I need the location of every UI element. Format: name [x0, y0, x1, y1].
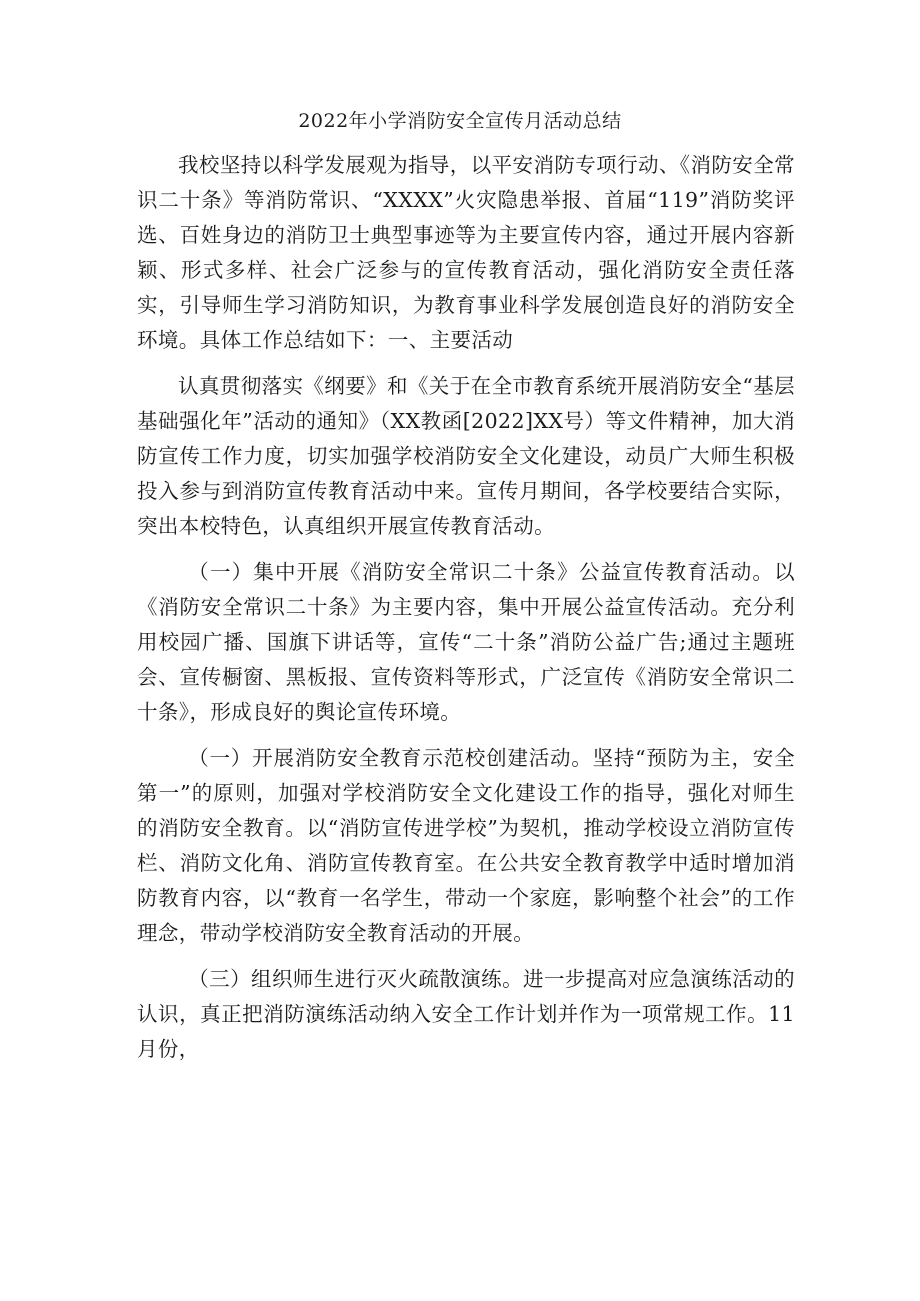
document-title: 2022年小学消防安全宣传月活动总结 [298, 110, 622, 132]
document-body [137, 148, 795, 1067]
paragraph-item-evacuation-drill: （三）组织师生进行灭火疏散演练。进一步提高对应急演练活动的认识，真正把消防演练活动纳入安全工作计划并作为一项常规工作。11月份， [137, 967, 795, 1061]
paragraph-implementation: 认真贯彻落实《纲要》和《关于在全市教育系统开展消防安全“基层基础强化年”活动的通知》（XX教函[2022]XX号）等文件精神，加大消防宣传工作力度，切实加强学校消防安全文化建设，动员广大师生积极投入参与到消防宣传教育活动中来。宣传月期间，各学校要结合实际，突出本校特色，认真组织开展宣传教育活动。 [137, 374, 795, 538]
paragraph-item-public-campaign: （一）集中开展《消防安全常识二十条》公益宣传教育活动。以《消防安全常识二十条》为主要内容，集中开展公益宣传活动。充分利用校园广播、国旗下讲话等，宣传“二十条”消防公益广告;通过主题班会、宣传橱窗、黑板报、宣传资料等形式，广泛宣传《消防安全常识二十条》，形成良好的舆论宣传环境。 [137, 560, 795, 724]
paragraph-intro: 我校坚持以科学发展观为指导，以平安消防专项行动、《消防安全常识二十条》等消防常识、“XXXX”火灾隐患举报、首届“119”消防奖评选、百姓身边的消防卫士典型事迹等为主要宣传内容，通过开展内容新颖、形式多样、社会广泛参与的宣传教育活动，强化消防安全责任落实，引导师生学习消防知识，为教育事业科学发展创造良好的消防安全环境。具体工作总结如下：一、主要活动 [137, 153, 795, 352]
paragraph-item-demo-school: （一）开展消防安全教育示范校创建活动。坚持“预防为主，安全第一”的原则，加强对学校消防安全文化建设工作的指导，强化对师生的消防安全教育。以“消防宣传进学校”为契机，推动学校设立消防宣传栏、消防文化角、消防宣传教育室。在公共安全教育教学中适时增加消防教育内容，以“教育一名学生，带动一个家庭，影响整个社会”的工作理念，带动学校消防安全教育活动的开展。 [137, 746, 795, 945]
